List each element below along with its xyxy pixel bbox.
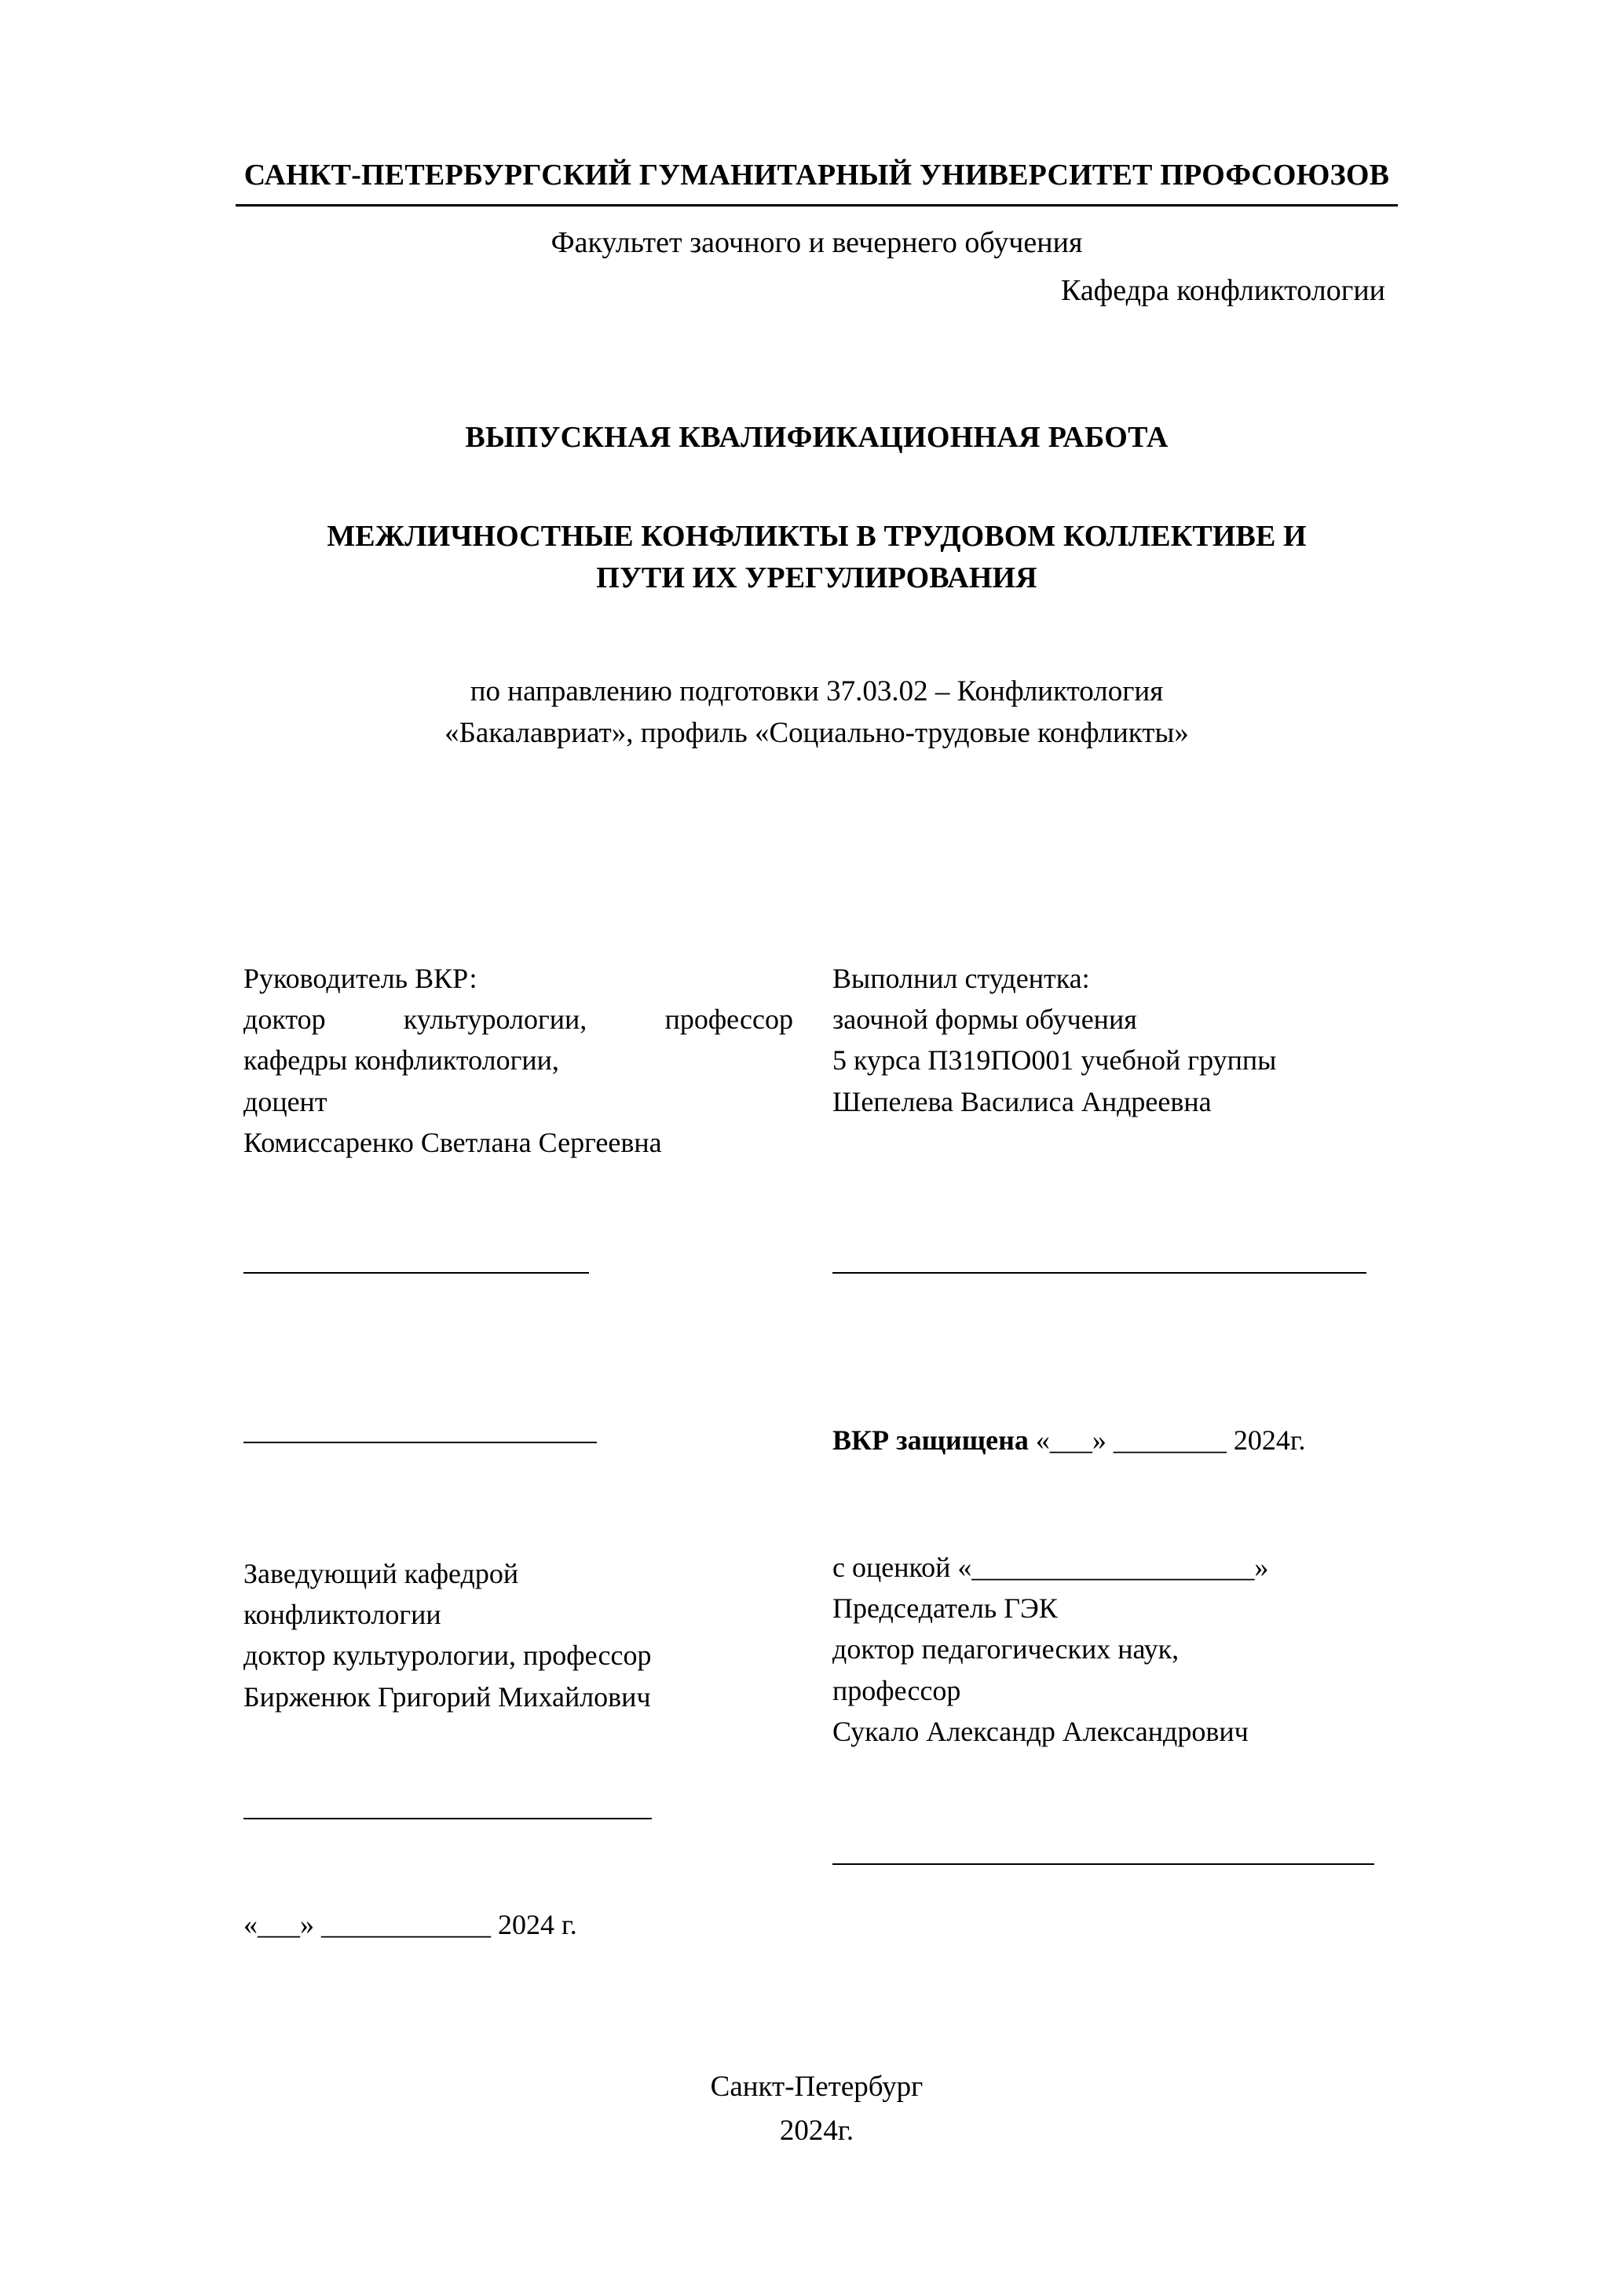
- head-name: Бирженюк Григорий Михайлович: [243, 1680, 651, 1713]
- thesis-title-line-2: ПУТИ ИХ УРЕГУЛИРОВАНИЯ: [596, 561, 1037, 595]
- head-label-line-1: Заведующий кафедрой: [243, 1558, 519, 1589]
- supervisor-signature-line[interactable]: [243, 1272, 589, 1274]
- student-group: 5 курса П319ПО001 учебной группы: [832, 1044, 1277, 1077]
- program-info: [236, 671, 1398, 755]
- head-final-signature-line[interactable]: [243, 1818, 652, 1819]
- supervisor-degree-line-3: доцент: [243, 1085, 327, 1117]
- chairman-name: Сукало Александр Александрович: [832, 1715, 1249, 1747]
- chairman-label: Председатель ГЭК: [832, 1592, 1058, 1625]
- supervisor-block: [243, 958, 793, 1163]
- chairman-block: [832, 1547, 1414, 1752]
- grade-field[interactable]: с оценкой «____________________»: [832, 1552, 1269, 1583]
- student-block: [832, 958, 1414, 1122]
- document-body: [236, 157, 1398, 2147]
- program-direction: по направлению подготовки 37.03.02 – Конфликтология: [470, 675, 1164, 707]
- student-form: заочной формы обучения: [832, 1004, 1137, 1036]
- supervisor-degree-line-2: кафедры конфликтологии,: [243, 1044, 559, 1077]
- head-label-line-2: конфликтологии: [243, 1599, 441, 1631]
- head-block: [243, 1553, 793, 1717]
- head-signature-line[interactable]: [243, 1442, 597, 1443]
- footer-block: [236, 2065, 1398, 2152]
- footer-year: 2024г.: [779, 2114, 854, 2147]
- student-signature-line[interactable]: [832, 1272, 1366, 1274]
- program-profile: «Бакалавриат», профиль «Социально-трудовые конфликты»: [444, 717, 1189, 750]
- chairman-signature-line[interactable]: [832, 1863, 1374, 1865]
- defense-label: ВКР защищена: [832, 1424, 1029, 1456]
- chairman-degree-line-2: профессор: [832, 1674, 961, 1706]
- faculty-name: Факультет заочного и вечернего обучения: [550, 225, 1083, 259]
- defense-date[interactable]: «___» ________ 2024г.: [1035, 1424, 1306, 1456]
- supervisor-label: Руководитель ВКР:: [243, 963, 477, 994]
- department-name: Кафедра конфликтологии: [1060, 273, 1385, 307]
- footer-city: Санкт-Петербург: [710, 2071, 924, 2103]
- defense-line: [832, 1420, 1429, 1461]
- document-kind: ВЫПУСКНАЯ КВАЛИФИКАЦИОННАЯ РАБОТА: [465, 421, 1169, 455]
- supervisor-name: Комиссаренко Светлана Сергеевна: [243, 1126, 662, 1158]
- chairman-degree-line-1: доктор педагогических наук,: [832, 1633, 1180, 1665]
- head-degree: доктор культурологии, профессор: [243, 1640, 652, 1672]
- thesis-title: [236, 516, 1398, 599]
- thesis-title-line-1: МЕЖЛИЧНОСТНЫЕ КОНФЛИКТЫ В ТРУДОВОМ КОЛЛЕКТИВЕ И: [327, 520, 1307, 554]
- signature-area-top: [236, 958, 1398, 1241]
- head-date-line[interactable]: «___» ____________ 2024 г.: [243, 1909, 577, 1940]
- header-divider: [236, 204, 1398, 207]
- supervisor-degree-line-1: доктор культурологии, профессор: [243, 1004, 793, 1036]
- student-name: Шепелева Василиса Андреевна: [832, 1085, 1212, 1117]
- university-name: САНКТ-ПЕТЕРБУРГСКИЙ ГУМАНИТАРНЫЙ УНИВЕРСИТЕТ ПРОФСОЮЗОВ: [243, 159, 1390, 192]
- student-label: Выполнил студентка:: [832, 963, 1090, 994]
